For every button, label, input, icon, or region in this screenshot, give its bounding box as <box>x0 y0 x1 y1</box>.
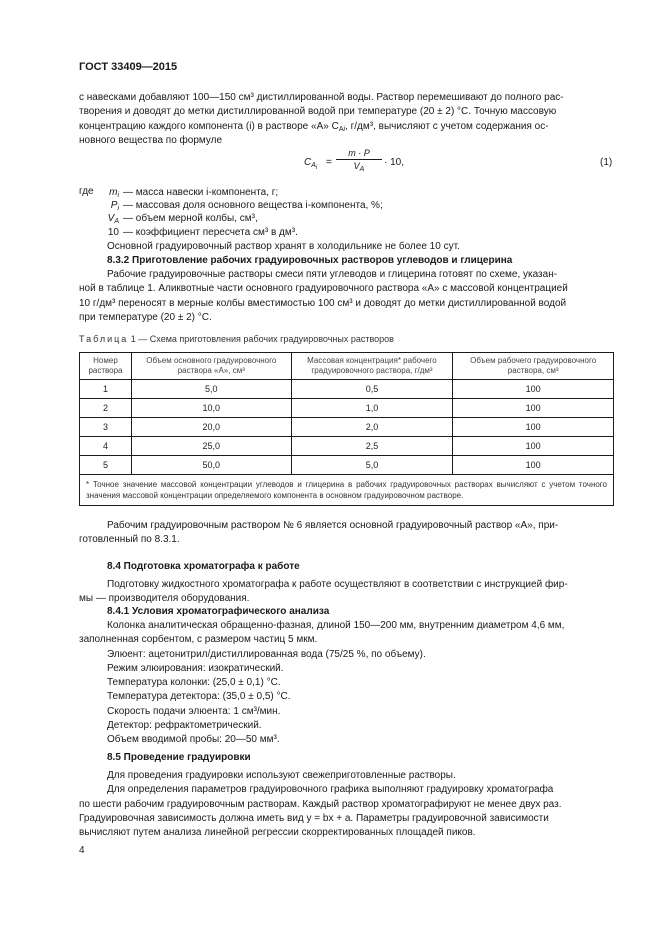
section-8-5-paragraph: Для проведения градуировки используют свежеприготовленные растворы. Для определения параметров градуировочного графика выполняют градуировку хроматографа по шести рабочим градуировочным растворам. Каждый раствор хроматографируют не менее двух раз. Градуировочная зависимость должна иметь вид y = bx + a. Параметры градуировочной зависимости вычисляют путем анализа линейной регрессии скорректированных площадей пиков. <box>79 770 562 839</box>
table-caption: Таблица 1 — Схема приготовления рабочих градуировочных растворов <box>79 334 394 344</box>
legend-symbol: 10 <box>107 227 119 238</box>
section-8-4-1-paragraph: Колонка аналитическая обращенно-фазная, длиной 150—200 мм, внутренним диаметром 4,6 мм, заполненная сорбентом, с размером частиц 5 мкм. Элюент: ацетонитрил/дистиллированная вода (75/25 %, по объему). Режим элюирования: изократический. Температура колонки: (25,0 ± 0,1) °С. Температура детектора: (35,0 ± 0,5) °С. Скорость подачи элюента: 1 см³/мин. Детектор: рефрактометрический. Объем вводимой пробы: 20—50 мм³. <box>79 619 614 748</box>
formula-lhs: $C_{A_i}$ <box>304 157 318 171</box>
table-header-cell: Массовая концентрация* рабочего градуировочного раствора, г/дм³ <box>291 353 453 380</box>
table-note: * Точное значение массовой концентрации углеводов и глицерина в рабочих градуировочных растворах вычисляют с учетом точного значения массовой концентрации определяемого компонента в основном градуировочном растворе. <box>80 475 614 506</box>
after-table-paragraph: Рабочим градуировочным раствором № 6 является основной градуировочный раствор «А», при- готовленный по 8.3.1. <box>79 520 559 546</box>
section-8-4-paragraph: Подготовку жидкостного хроматографа к работе осуществляют в соответствии с инструкцией фир- мы — производителя оборудования. <box>79 579 568 605</box>
list-item: Температура детектора: (35,0 ± 0,5) °С. <box>107 691 291 703</box>
list-item: Объем вводимой пробы: 20—50 мм³. <box>107 734 280 746</box>
section-8-3-2-heading: 8.3.2 Приготовление рабочих градуировочных растворов углеводов и глицерина <box>107 255 513 266</box>
formula-numerator: m · P <box>336 148 382 160</box>
formula-number: (1) <box>600 157 613 168</box>
formula-equals: = <box>326 157 332 168</box>
table-row: 4 25,0 2,5 100 <box>80 437 614 456</box>
list-item: Режим элюирования: изократический. <box>107 662 284 674</box>
calibration-table <box>79 352 614 506</box>
legend-where: где <box>79 186 94 197</box>
intro-paragraph <box>79 91 614 148</box>
section-8-5-heading: 8.5 Проведение градуировки <box>107 752 251 763</box>
table-note-row <box>80 475 614 506</box>
intro-line-4: новного вещества по формуле <box>79 134 223 146</box>
legend-symbol: $V_A$ <box>107 213 119 225</box>
table-row: 5 50,0 5,0 100 <box>80 456 614 475</box>
table-row: 1 5,0 0,5 100 <box>80 380 614 399</box>
list-item: Элюент: ацетонитрил/дистиллированная вода (75/25 %, по объему). <box>107 648 426 660</box>
formula-fraction <box>336 148 382 171</box>
list-item: Скорость подачи элюента: 1 см³/мин. <box>107 705 281 717</box>
legend-symbol: $P_i$ <box>110 200 119 212</box>
table-header-cell: Номер раствора <box>80 353 132 380</box>
formula-multiplier: · 10, <box>384 157 405 168</box>
table-row: 3 20,0 2,0 100 <box>80 418 614 437</box>
table-header-cell: Объем основного градуировочного раствора «А», см³ <box>131 353 291 380</box>
list-item: Температура колонки: (25,0 ± 0,1) °С. <box>107 677 281 689</box>
section-8-4-1-heading: 8.4.1 Условия хроматографического анализа <box>107 606 330 617</box>
legend-symbol: $m_i$ <box>109 187 119 199</box>
intro-line-1: с навесками добавляют 100—150 см³ дистиллированной воды. Раствор перемешивают до полного рас- <box>79 92 564 103</box>
document-header: ГОСТ 33409—2015 <box>79 61 178 73</box>
list-item: Детектор: рефрактометрический. <box>107 720 262 732</box>
table-header-cell: Объем рабочего градуировочного раствора, см³ <box>453 353 614 380</box>
table-row: 2 10,0 1,0 100 <box>80 399 614 418</box>
page-number: 4 <box>79 845 85 856</box>
intro-line-3: концентрацию каждого компонента (i) в растворе «А» $C_{Ai}$, г/дм³, вычисляют с учетом содержания ос- <box>79 120 549 133</box>
formula-denominator: $V_A$ <box>353 161 365 173</box>
storage-paragraph: Основной градуировочный раствор хранят в холодильнике не более 10 сут. <box>107 241 460 252</box>
section-8-4-heading: 8.4 Подготовка хроматографа к работе <box>107 561 300 572</box>
intro-line-2: творения и доводят до метки дистиллированной водой при температуре (20 ± 2) °С. Точную массовую <box>79 106 557 118</box>
section-8-3-2-paragraph: Рабочие градуировочные растворы смеси пяти углеводов и глицерина готовят по схеме, указан- ной в таблице 1. Аликвотные части основного градуировочного раствора «А» с массовой концентрацией 10 г/дм³ переносят в мерные колбы вместимостью 100 см³ и доводят до метки дистиллированной водой при температуре (20 ± 2) °С. <box>79 269 568 323</box>
formula <box>300 148 620 180</box>
table-header-row <box>80 353 614 380</box>
